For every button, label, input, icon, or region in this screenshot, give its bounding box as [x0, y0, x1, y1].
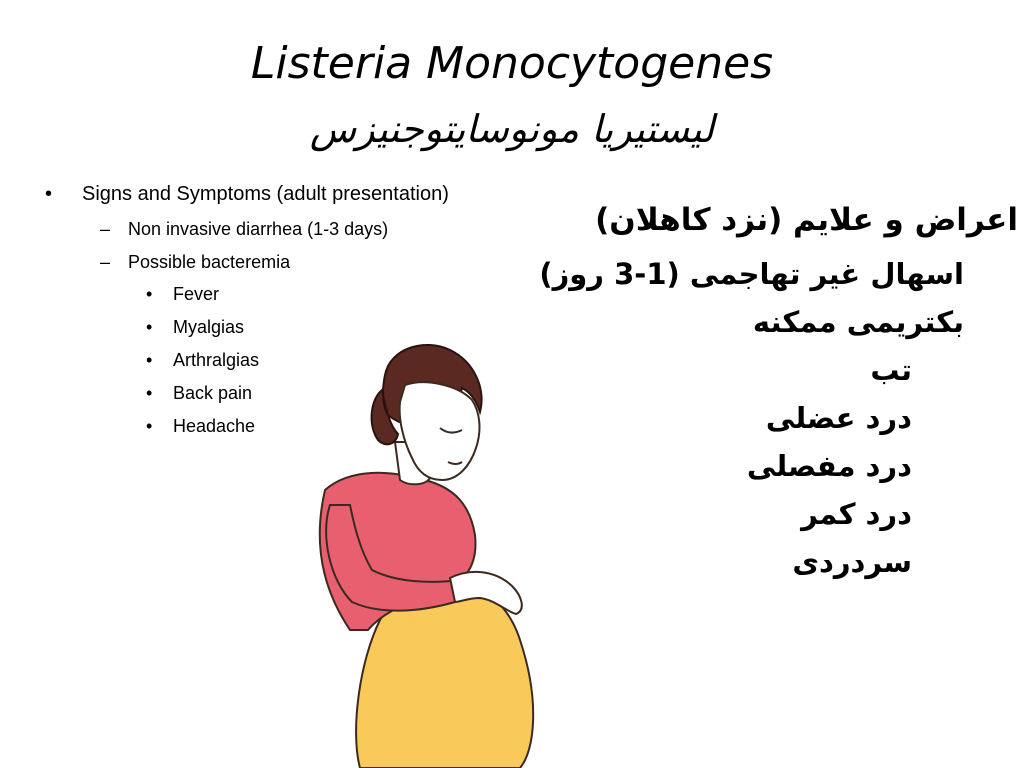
list-item-bacteremia: Possible bacteremia	[128, 252, 291, 272]
list-item-myalgias: Myalgias	[173, 317, 245, 337]
page-title: Listeria Monocytogenes	[250, 38, 774, 89]
persian-item-diarrhea: اسهال غیر تهاجمی (1-3 روز)	[539, 257, 964, 291]
bullet-marker: •	[146, 350, 153, 370]
list-item-headache: Headache	[173, 416, 256, 436]
persian-heading: اعراض و علایم (نزد کاهلان)	[595, 202, 1018, 238]
persian-item-arthralgia: درد مفصلی	[746, 449, 912, 483]
list-item-back-pain: Back pain	[173, 383, 253, 403]
bullet-marker: •	[146, 317, 153, 337]
list-heading: Signs and Symptoms (adult presentation)	[82, 183, 449, 205]
persian-item-fever: تب	[870, 353, 912, 387]
list-item-arthralgias: Arthralgias	[173, 350, 260, 370]
persian-item-headache: سردردی	[792, 545, 912, 579]
dash-marker: –	[100, 252, 111, 272]
bullet-marker: •	[146, 383, 153, 403]
list-item-diarrhea: Non invasive diarrhea (1-3 days)	[128, 219, 389, 239]
persian-item-back-pain: درد کمر	[801, 497, 912, 531]
bullet-marker: •	[146, 284, 153, 304]
bullet-marker: •	[45, 183, 53, 205]
dash-marker: –	[100, 219, 111, 239]
persian-item-myalgia: درد عضلی	[765, 401, 912, 435]
pregnant-woman-illustration	[290, 330, 570, 768]
persian-item-bacteremia: بکتریمی ممکنه	[752, 305, 964, 339]
page-title-persian: لیستیریا مونوسایتوجنیزس	[309, 107, 715, 151]
bullet-marker: •	[146, 416, 153, 436]
list-item-fever: Fever	[173, 284, 220, 304]
